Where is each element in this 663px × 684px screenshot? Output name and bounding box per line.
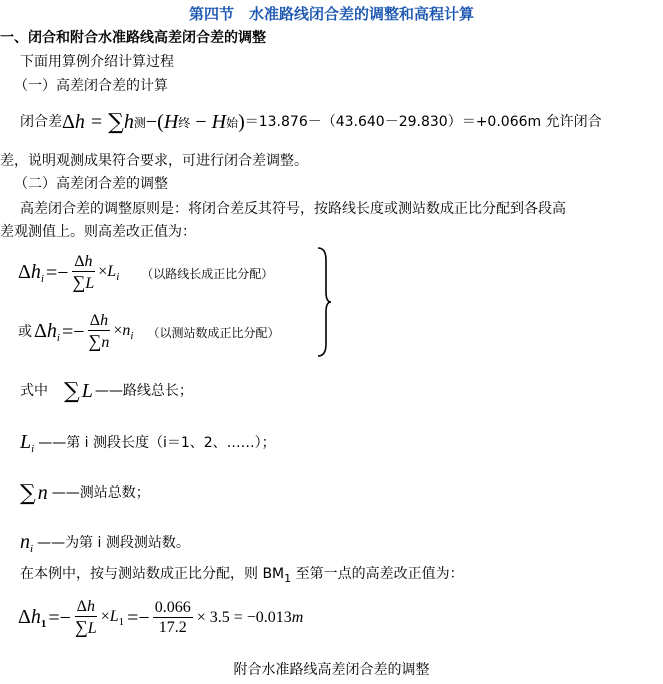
h-end: H: [163, 110, 179, 133]
h-measured: h: [123, 110, 134, 133]
example-equals-minus: =−: [48, 606, 71, 629]
example-intro: [20, 564, 464, 589]
example-times: ×: [196, 609, 206, 626]
symbol-ni: $n_i$: [20, 531, 34, 555]
sum-symbol: ∑: [108, 109, 124, 135]
unit-m: m: [291, 609, 304, 626]
example-result: −0.013: [246, 609, 292, 626]
example-denominator: 17.2: [158, 618, 187, 636]
symbol-L: L: [81, 379, 93, 402]
end-subscript: 终: [178, 115, 191, 130]
fraction-dh-over-sumn: $\frac{\Delta h}{\sum n}$: [88, 311, 110, 351]
sum-symbol-n: ∑: [20, 480, 36, 506]
definition-ni: [20, 528, 190, 558]
example-prefix: 在本例中，按与测站数成正比分配，则 BM: [20, 566, 285, 582]
sum-symbol-L: ∑: [64, 378, 80, 404]
subheading-closure-adjust: （二）高差闭合差的调整: [14, 176, 168, 192]
closure-formula-line: [20, 104, 602, 140]
example-result-equals: =: [233, 609, 243, 626]
heading-1: 一、闭合和附合水准路线高差闭合差的调整: [0, 30, 266, 46]
principle-line-1: 高差闭合差的调整原则是：将闭合差反其符号，按路线长度或测站数成正比分配到各段高: [20, 201, 566, 217]
right-brace: [316, 246, 332, 358]
example-formula: [18, 594, 303, 642]
example-equals-minus-2: =−: [127, 606, 150, 629]
example-multiplier: 3.5: [209, 609, 230, 626]
or-label: 或: [18, 324, 32, 340]
def-ni-text: ——为第 i 测段测站数。: [37, 535, 190, 551]
where-label: 式中: [20, 383, 48, 399]
definition-sum-L: [20, 376, 193, 406]
formula-by-length: [18, 250, 273, 296]
minus-paren: −(: [145, 110, 164, 133]
def-sumL-text: ——路线总长；: [94, 383, 193, 399]
start-subscript: 始: [226, 115, 239, 130]
closure-continuation: 差，说明观测成果符合要求，可进行闭合差调整。: [0, 153, 308, 169]
note-station: （以测站数成正比分配）: [147, 325, 280, 340]
delta-hi: $\Delta h_i$: [18, 261, 44, 285]
definition-Li: [20, 428, 276, 458]
close-paren: ): [238, 110, 245, 133]
times-Li: $\times L_i$: [98, 263, 120, 283]
symbol-n: n: [37, 481, 48, 504]
equals-minus: =−: [45, 261, 69, 284]
figure-caption: 附合水准路线高差闭合差的调整: [233, 662, 430, 678]
intro-text: 下面用算例介绍计算过程: [20, 54, 174, 70]
example-suffix: 至第一点的高差改正值为：: [291, 566, 464, 582]
example-fraction-1: $\frac{\Delta h}{\sum L}$: [74, 597, 97, 637]
measured-subscript: 测: [133, 115, 146, 130]
fraction-dh-over-sumL: $\frac{\Delta h}{\sum L}$: [72, 252, 95, 292]
example-fraction-2: [153, 599, 193, 638]
formula-by-station: [18, 309, 279, 355]
h-start: H: [211, 110, 227, 133]
closure-result: ＝13.876－（43.640－29.830）＝+0.066m 允许闭合: [244, 114, 602, 130]
subheading-closure-calc: （一）高差闭合差的计算: [14, 78, 168, 94]
delta-hi-2: $\Delta h_i$: [34, 320, 60, 344]
times-ni: $\times n_i$: [113, 322, 134, 342]
symbol-Li: $L_i$: [20, 431, 35, 455]
example-times-L1: $\times L_1$: [100, 608, 125, 628]
note-length: （以路线长成正比分配）: [141, 266, 274, 281]
principle-line-2: 差观测值上。则高差改正值为：: [0, 224, 196, 240]
delta-h1: $\Delta h_1$: [18, 606, 47, 630]
section-title: 第四节 水准路线闭合差的调整和高程计算: [188, 5, 474, 23]
def-sumn-text: ——测站总数；: [51, 485, 150, 501]
definition-sum-n: [20, 478, 150, 508]
delta-h-symbol: Δh: [62, 110, 85, 133]
equals-minus-2: =−: [61, 320, 85, 343]
closure-label: 闭合差: [20, 114, 62, 130]
bm-subscript: 1: [284, 572, 292, 585]
example-numerator: 0.066: [154, 598, 191, 616]
equals-sign: =: [90, 110, 103, 133]
minus-sign: −: [195, 110, 207, 133]
def-Li-text: ——第 i 测段长度（i＝1、2、……）；: [38, 435, 276, 451]
